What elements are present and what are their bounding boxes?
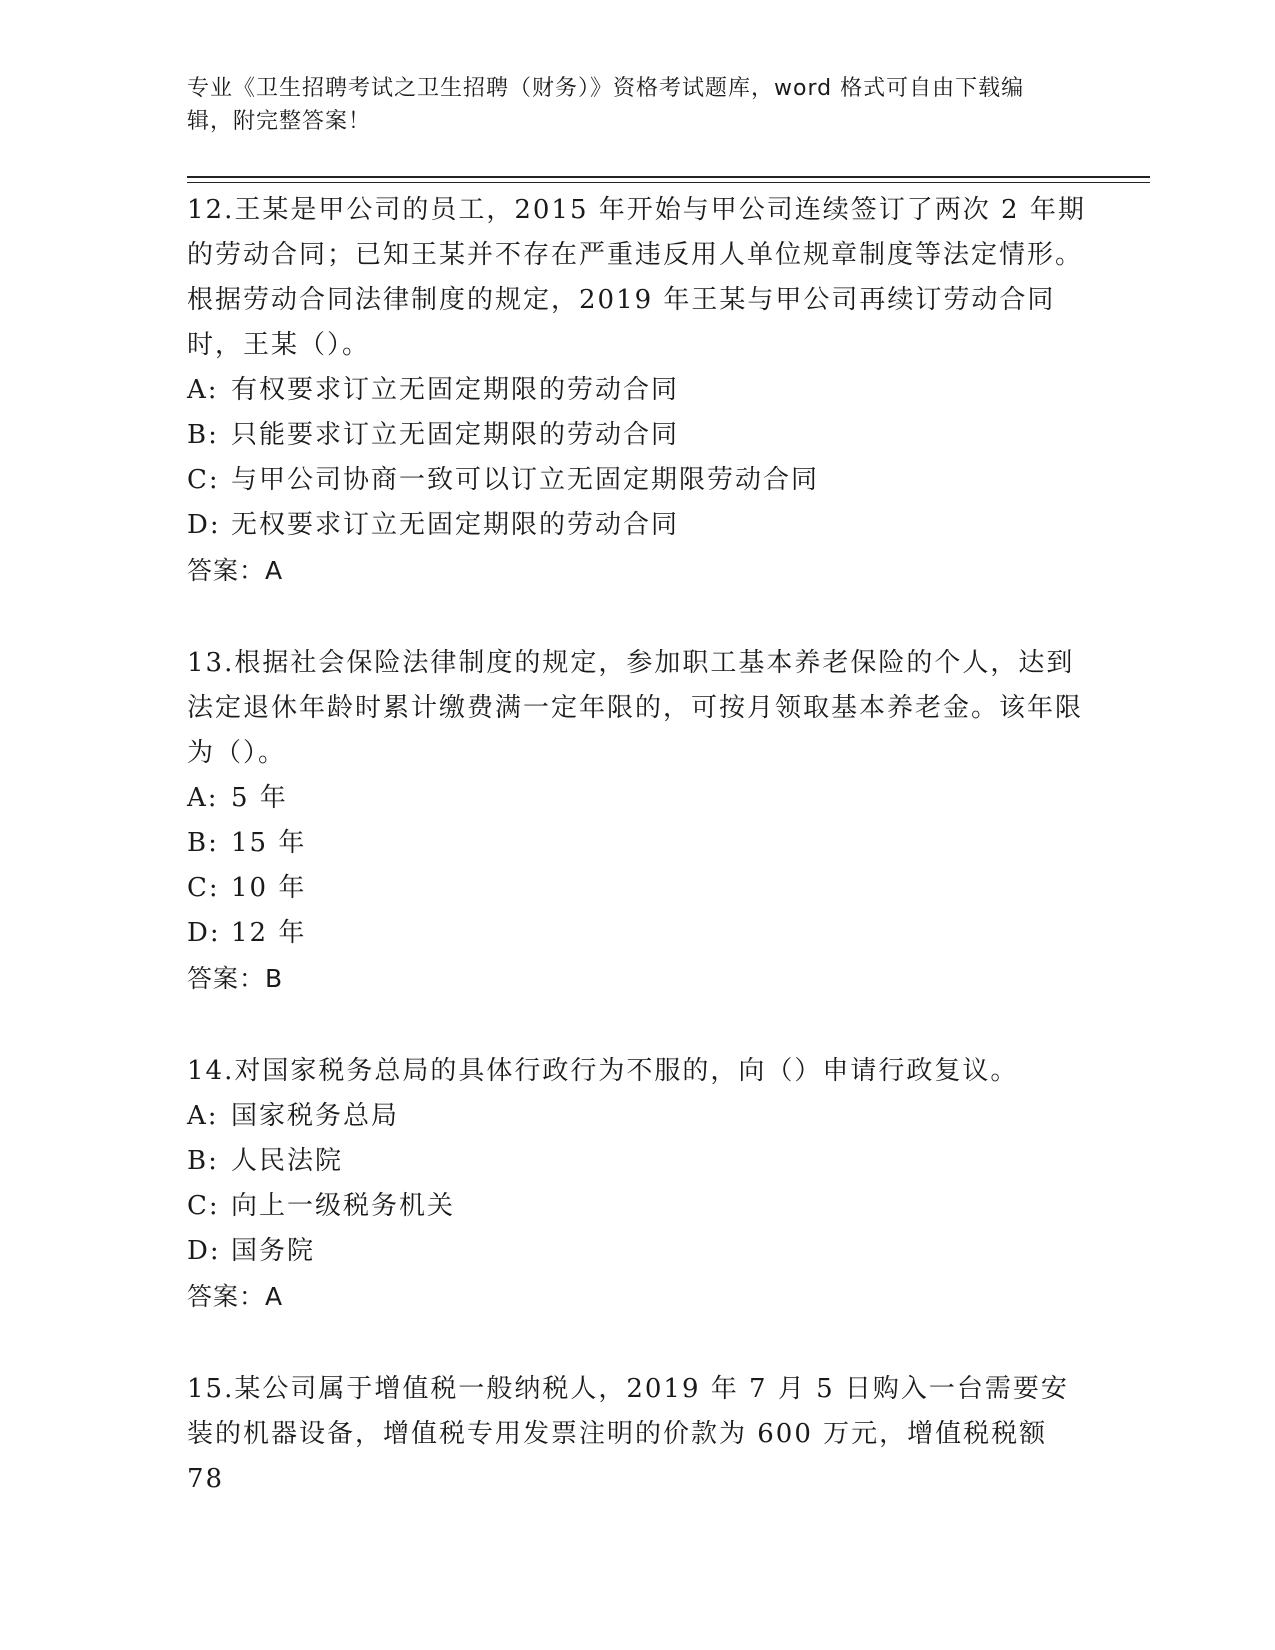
option-key: B: bbox=[187, 420, 219, 450]
option-c bbox=[187, 458, 1087, 503]
option-key: C: bbox=[187, 1191, 220, 1221]
option-b bbox=[187, 821, 1087, 866]
question-13 bbox=[187, 641, 1087, 1001]
answer-line: 答案：B bbox=[187, 964, 284, 993]
question-stem: 13.根据社会保险法律制度的规定，参加职工基本养老保险的个人，达到法定退休年龄时累计缴费满一定年限的，可按月领取基本养老金。该年限为（）。 bbox=[187, 648, 1084, 768]
option-c bbox=[187, 866, 1087, 911]
option-key: A: bbox=[187, 783, 219, 813]
question-15 bbox=[187, 1367, 1087, 1502]
option-key: A: bbox=[187, 375, 219, 405]
option-b bbox=[187, 413, 1087, 458]
question-list bbox=[187, 188, 1087, 1550]
option-a bbox=[187, 776, 1087, 821]
option-d bbox=[187, 1229, 1087, 1274]
option-b bbox=[187, 1139, 1087, 1184]
option-text: 10 年 bbox=[231, 873, 307, 903]
option-key: D: bbox=[187, 510, 221, 540]
answer-line: 答案：A bbox=[187, 1282, 284, 1311]
option-key: B: bbox=[187, 828, 219, 858]
question-12 bbox=[187, 188, 1087, 593]
option-key: C: bbox=[187, 873, 220, 903]
header-divider-thick bbox=[187, 176, 1150, 178]
option-text: 向上一级税务机关 bbox=[231, 1191, 456, 1221]
question-stem: 12.王某是甲公司的员工，2015 年开始与甲公司连续签订了两次 2 年期的劳动合同；已知王某并不存在严重违反用人单位规章制度等法定情形。根据劳动合同法律制度的规定，2019 年王某与甲公司再续订劳动合同时，王某（）。 bbox=[187, 195, 1086, 360]
option-text: 15 年 bbox=[231, 828, 307, 858]
option-key: D: bbox=[187, 918, 221, 948]
document-header: 专业《卫生招聘考试之卫生招聘（财务）》资格考试题库，word 格式可自由下载编辑，附完整答案！ bbox=[187, 76, 1025, 134]
option-a bbox=[187, 1094, 1087, 1139]
option-text: 无权要求订立无固定期限的劳动合同 bbox=[231, 510, 680, 540]
option-a bbox=[187, 368, 1087, 413]
option-text: 5 年 bbox=[231, 783, 288, 813]
option-d bbox=[187, 503, 1087, 548]
option-text: 与甲公司协商一致可以订立无固定期限劳动合同 bbox=[231, 465, 820, 495]
header-divider-thin bbox=[187, 182, 1150, 183]
option-key: D: bbox=[187, 1236, 221, 1266]
option-text: 有权要求订立无固定期限的劳动合同 bbox=[231, 375, 680, 405]
answer-line: 答案：A bbox=[187, 556, 284, 585]
question-14 bbox=[187, 1049, 1087, 1319]
option-text: 12 年 bbox=[231, 918, 307, 948]
option-text: 人民法院 bbox=[231, 1146, 344, 1176]
option-c bbox=[187, 1184, 1087, 1229]
option-text: 国务院 bbox=[231, 1236, 316, 1266]
option-key: A: bbox=[187, 1101, 219, 1131]
option-d bbox=[187, 911, 1087, 956]
question-stem: 15.某公司属于增值税一般纳税人，2019 年 7 月 5 日购入一台需要安装的机器设备，增值税专用发票注明的价款为 600 万元，增值税税额 78 bbox=[187, 1374, 1069, 1494]
option-text: 国家税务总局 bbox=[231, 1101, 400, 1131]
option-key: B: bbox=[187, 1146, 219, 1176]
option-key: C: bbox=[187, 465, 220, 495]
option-text: 只能要求订立无固定期限的劳动合同 bbox=[231, 420, 680, 450]
question-stem: 14.对国家税务总局的具体行政行为不服的，向（）申请行政复议。 bbox=[187, 1056, 1019, 1086]
